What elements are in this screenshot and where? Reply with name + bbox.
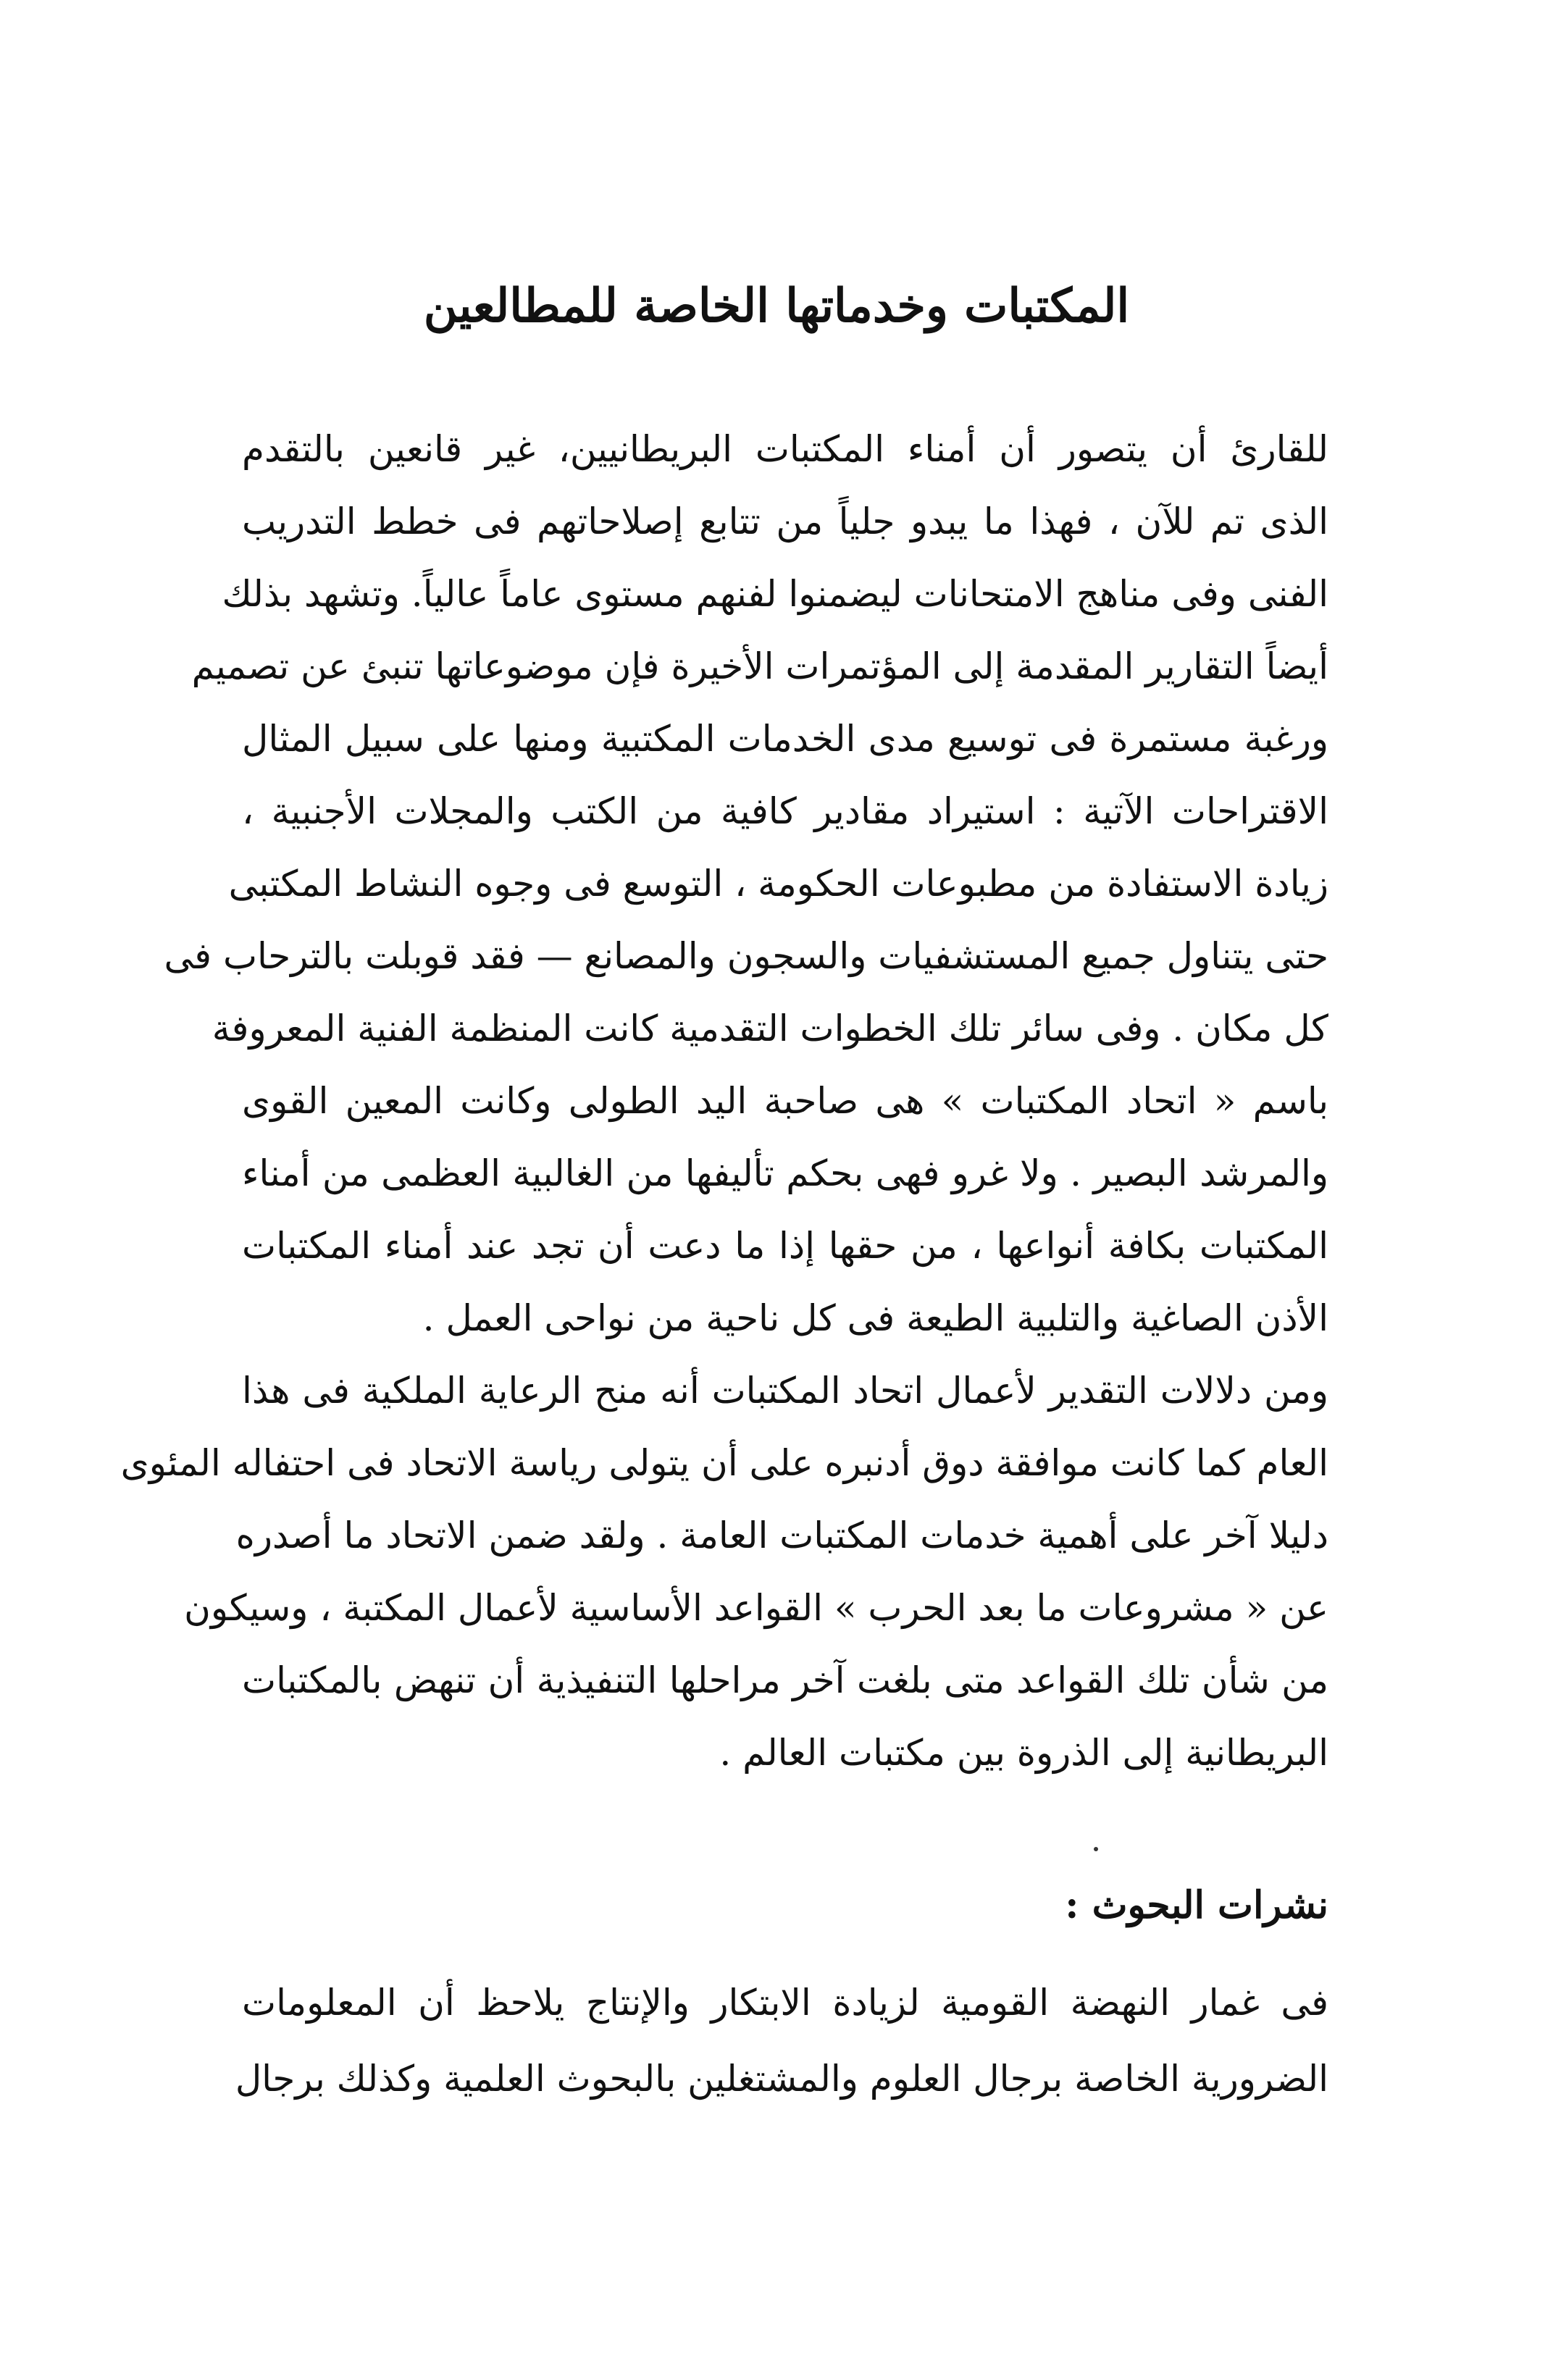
paragraph-2-line: عن « مشروعات ما بعد الحرب » القواعد الأساسية لأعمال المكتبة ، وسيكون [184,1587,1328,1629]
paragraph-1-line: الفنى وفى مناهج الامتحانات ليضمنوا لفنهم مستوى عاماً عالياً. وتشهد بذلك [222,573,1328,615]
paragraph-1-line: باسم « اتحاد المكتبات » هى صاحبة اليد الطولى وكانت المعين القوى [242,1080,1328,1122]
paragraph-2-line: دليلا آخر على أهمية خدمات المكتبات العامة . ولقد ضمن الاتحاد ما أصدره [235,1514,1328,1556]
paragraph-1-line: الذى تم للآن ، فهذا ما يبدو جلياً من تتابع إصلاحاتهم فى خطط التدريب [242,500,1328,542]
paragraph-2-line: من شأن تلك القواعد متى بلغت آخر مراحلها التنفيذية أن تنهض بالمكتبات [242,1659,1328,1701]
paragraph-1-line: أيضاً التقارير المقدمة إلى المؤتمرات الأخيرة فإن موضوعاتها تنبئ عن تصميم [191,645,1328,687]
paragraph-1-line: والمرشد البصير . ولا غرو فهى بحكم تأليفها من الغالبية العظمى من أمناء [242,1152,1328,1194]
page-title: المكتبات وخدماتها الخاصة للمطالعين [423,279,1130,333]
paragraph-2-line: ومن دلالات التقدير لأعمال اتحاد المكتبات أنه منح الرعاية الملكية فى هذا [242,1370,1328,1412]
paragraph-1-line: الأذن الصاغية والتلبية الطيعة فى كل ناحية من نواحى العمل . [422,1297,1328,1339]
paragraph-1-line: للقارئ أن يتصور أن أمناء المكتبات البريطانيين، غير قانعين بالتقدم [242,428,1328,470]
paragraph-1-line: زيادة الاستفادة من مطبوعات الحكومة ، التوسع فى وجوه النشاط المكتبى [228,863,1328,905]
paragraph-1-line: الاقتراحات الآتية : استيراد مقادير كافية من الكتب والمجلات الأجنبية ، [242,790,1328,832]
paragraph-2-line: البريطانية إلى الذروة بين مكتبات العالم . [719,1732,1328,1774]
paragraph-2-line: العام كما كانت موافقة دوق أدنبره على أن يتولى رياسة الاتحاد فى احتفاله المئوى [120,1442,1328,1484]
separator-dot [1094,1847,1098,1851]
paragraph-1-line: ورغبة مستمرة فى توسيع مدى الخدمات المكتبية ومنها على سبيل المثال [242,718,1328,760]
paragraph-3-line: فى غمار النهضة القومية لزيادة الابتكار والإنتاج يلاحظ أن المعلومات [242,1982,1328,2024]
section-heading: نشرات البحوث : [1065,1883,1328,1927]
paragraph-3-line: الضرورية الخاصة برجال العلوم والمشتغلين بالبحوث العلمية وكذلك برجال [235,2058,1328,2100]
paragraph-1-line: المكتبات بكافة أنواعها ، من حقها إذا ما دعت أن تجد عند أمناء المكتبات [242,1225,1328,1267]
paragraph-1-line: حتى يتناول جميع المستشفيات والسجون والمصانع — فقد قوبلت بالترحاب فى [164,935,1328,977]
paragraph-1-line: كل مكان . وفى سائر تلك الخطوات التقدمية كانت المنظمة الفنية المعروفة [212,1007,1328,1049]
